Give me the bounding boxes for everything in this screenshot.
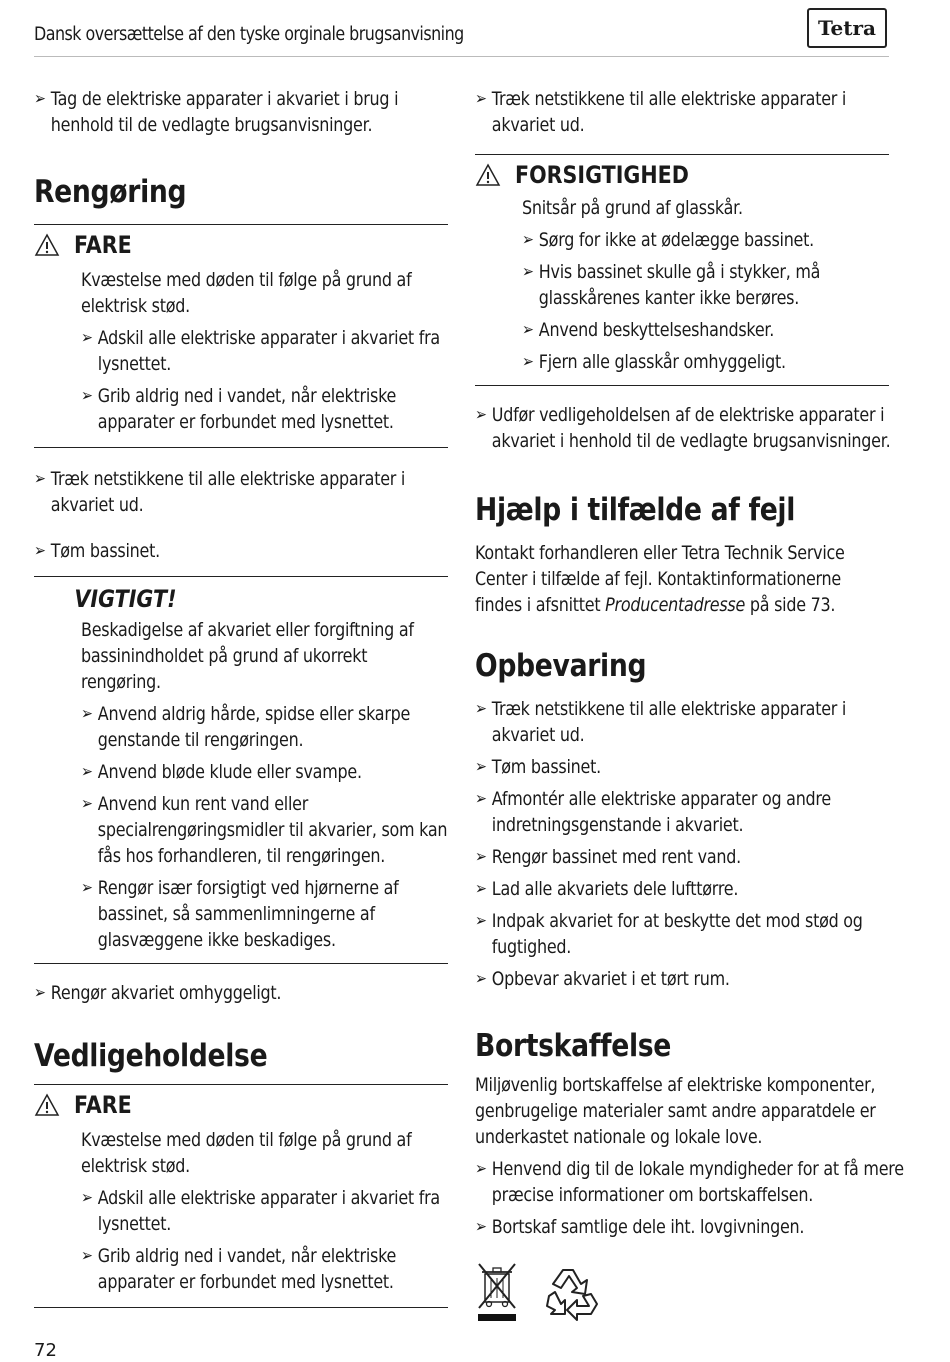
paragraph: Kontakt forhandleren eller Tetra Technik Service Center i tilfælde af fejl. Kontaktinformationerne findes i afsnittet Producentadresse på side 73. [475,542,845,616]
notice-text: Beskadigelse af akvariet eller forgiftning af bassinindholdet på grund af ukorrekt rengøring. [81,619,414,693]
arrow-bullet-icon: ➢ [34,541,46,561]
arrow-bullet-icon: ➢ [475,89,487,109]
section-heading-rengoring: Rengøring [34,174,187,210]
danger-text: Kvæstelse med døden til følge på grund af elektrisk stød. [81,269,412,317]
list-item: ➢ Grib aldrig ned i vandet, når elektriske apparater er forbundet med lysnettet. [81,385,397,433]
divider [34,1307,448,1308]
list-item: ➢ Rengør bassinet med rent vand. [475,846,741,868]
list-item: ➢ Lad alle akvariets dele lufttørre. [475,878,739,900]
arrow-bullet-icon: ➢ [522,352,534,372]
arrow-bullet-icon: ➢ [475,969,487,989]
page-number: 72 [34,1340,57,1361]
arrow-bullet-icon: ➢ [475,847,487,867]
danger-text: Kvæstelse med døden til følge på grund af elektrisk stød. [81,1129,412,1177]
page-header [34,16,889,57]
arrow-bullet-icon: ➢ [475,789,487,809]
tetra-logo: Tetra [807,8,887,48]
arrow-bullet-icon: ➢ [81,704,93,724]
list-item: ➢ Træk netstikkene til alle elektriske apparater i akvariet ud. [475,698,847,746]
left-column [34,80,448,1308]
list-item: ➢ Henvend dig til de lokale myndigheder for at få mere præcise informationer om bortskaffelsen. [475,1158,904,1206]
list-item: ➢ Fjern alle glasskår omhyggeligt. [522,351,786,373]
list-item: ➢ Opbevar akvariet i et tørt rum. [475,968,730,990]
arrow-bullet-icon: ➢ [34,89,46,109]
list-item: ➢ Anvend bløde klude eller svampe. [81,761,362,783]
caution-title: FORSIGTIGHED [475,161,889,189]
list-item: ➢ Rengør akvariet omhyggeligt. [34,982,282,1004]
list-item: ➢ Anvend aldrig hårde, spidse eller skarpe genstande til rengøringen. [81,703,411,751]
arrow-bullet-icon: ➢ [475,405,487,425]
arrow-bullet-icon: ➢ [475,879,487,899]
list-item: ➢ Hvis bassinet skulle gå i stykker, må glasskårenes kanter ikke berøres. [522,261,821,309]
list-item: ➢ Indpak akvariet for at beskytte det mod stød og fugtighed. [475,910,863,958]
paragraph: Miljøvenlig bortskaffelse af elektriske komponenter, genbrugelige materialer samt andre apparatdele er underkastet nationale og lokale love. [475,1074,876,1148]
arrow-bullet-icon: ➢ [81,878,93,898]
section-heading-fejl: Hjælp i tilfælde af fejl [475,492,796,528]
caution-text: Snitsår på grund af glasskår. [522,197,743,219]
crossed-out-bin-icon [475,1260,519,1324]
arrow-bullet-icon: ➢ [475,699,487,719]
arrow-bullet-icon: ➢ [81,328,93,348]
recycling-icon [539,1260,603,1324]
arrow-bullet-icon: ➢ [81,1246,93,1266]
danger-title: FARE [34,1091,448,1119]
list-item: ➢ Grib aldrig ned i vandet, når elektriske apparater er forbundet med lysnettet. [81,1245,397,1293]
danger-title: FARE [34,231,448,259]
warning-triangle-icon [34,233,60,257]
arrow-bullet-icon: ➢ [475,1159,487,1179]
arrow-bullet-icon: ➢ [81,794,93,814]
arrow-bullet-icon: ➢ [81,762,93,782]
list-item: ➢ Adskil alle elektriske apparater i akvariet fra lysnettet. [81,1187,440,1235]
list-item: ➢ Udfør vedligeholdelsen af de elektriske apparater i akvariet i henhold til de vedlagte brugsanvisninger. [475,404,891,452]
arrow-bullet-icon: ➢ [34,983,46,1003]
list-item: ➢ Anvend kun rent vand eller specialrengøringsmidler til akvarier, som kan fås hos forhandleren, til rengøringen. [81,793,448,867]
arrow-bullet-icon: ➢ [81,1188,93,1208]
list-item: ➢ Bortskaf samtlige dele iht. lovgivningen. [475,1216,805,1238]
right-column [475,80,904,1324]
arrow-bullet-icon: ➢ [475,1217,487,1237]
header-title: Dansk oversættelse af den tyske orginale brugsanvisning [34,24,464,45]
warning-triangle-icon [475,163,501,187]
arrow-bullet-icon: ➢ [475,911,487,931]
list-item: ➢ Tøm bassinet. [34,540,160,562]
warning-triangle-icon [34,1093,60,1117]
section-heading-vedligeholdelse: Vedligeholdelse [34,1038,268,1074]
arrow-bullet-icon: ➢ [34,469,46,489]
list-item: ➢ Adskil alle elektriske apparater i akvariet fra lysnettet. [81,327,440,375]
list-item: ➢ Anvend beskyttelseshandsker. [522,319,775,341]
section-heading-opbevaring: Opbevaring [475,648,647,684]
disposal-icons [475,1260,889,1324]
list-item: ➢ Tøm bassinet. [475,756,601,778]
arrow-bullet-icon: ➢ [81,386,93,406]
arrow-bullet-icon: ➢ [522,320,534,340]
notice-title: VIGTIGT! [74,585,177,613]
list-item: ➢ Rengør især forsigtigt ved hjørnerne af bassinet, så sammenlimningerne af glasvæggene ikke beskadiges. [81,877,399,951]
list-item: ➢ Træk netstikkene til alle elektriske apparater i akvariet ud. [34,468,406,516]
arrow-bullet-icon: ➢ [522,262,534,282]
section-heading-bortskaffelse: Bortskaffelse [475,1028,672,1064]
arrow-bullet-icon: ➢ [522,230,534,250]
list-item: ➢ Tag de elektriske apparater i akvariet i brug i henhold til de vedlagte brugsanvisninger. [34,88,399,136]
list-item: ➢ Sørg for ikke at ødelægge bassinet. [522,229,814,251]
arrow-bullet-icon: ➢ [475,757,487,777]
list-item: ➢ Træk netstikkene til alle elektriske apparater i akvariet ud. [475,88,847,136]
list-item: ➢ Afmontér alle elektriske apparater og andre indretningsgenstande i akvariet. [475,788,831,836]
